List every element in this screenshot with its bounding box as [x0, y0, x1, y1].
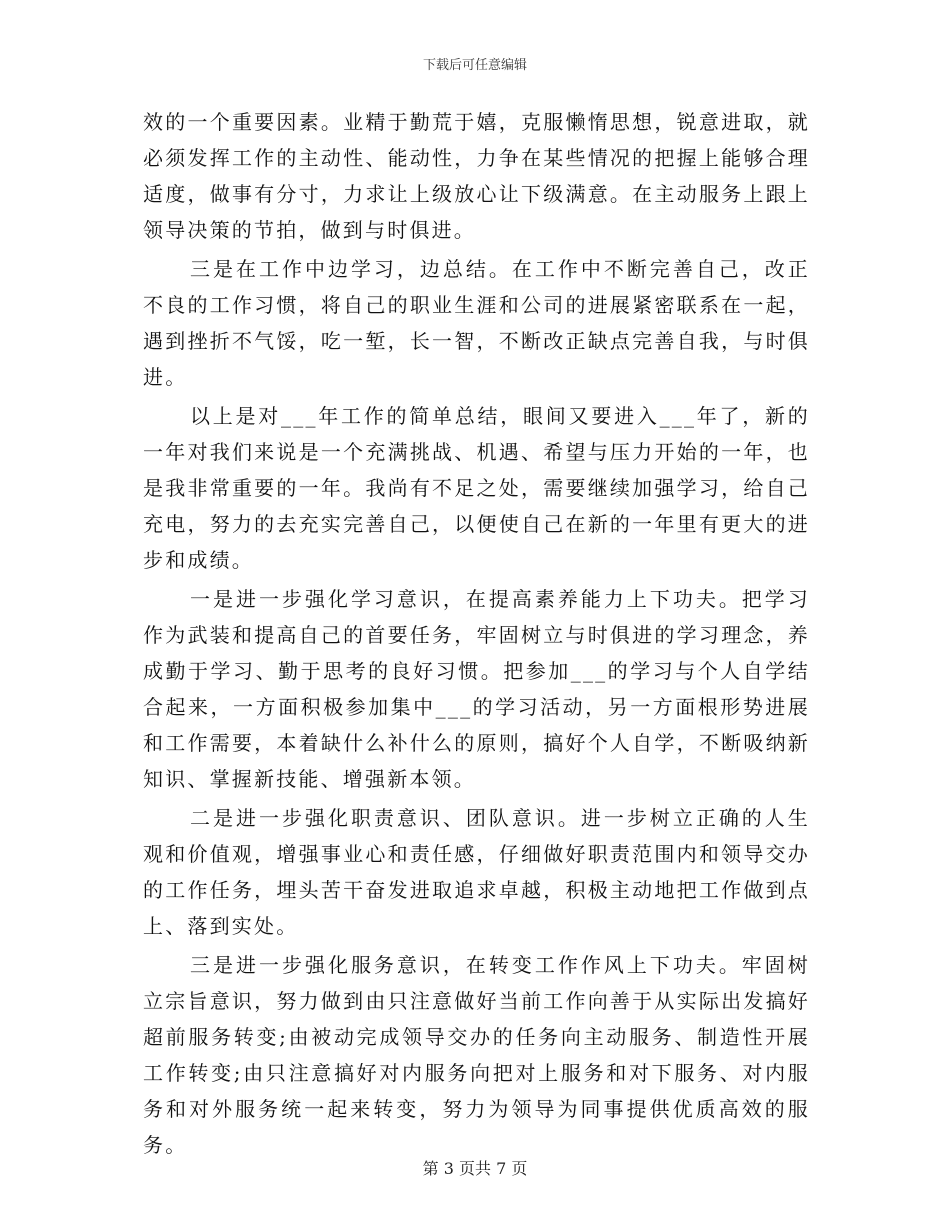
paragraph-year-summary: 以上是对___年工作的简单总结，眼间又要进入___年了，新的一年对我们来说是一个充满挑战、机遇、希望与压力开始的一年，也是我非常重要的一年。我尚有不足之处，需要继续加强学习，给自己充电，努力的去充实完善自己，以便使自己在新的一年里有更大的进步和成绩。 — [143, 404, 810, 572]
page-header: 下载后可任意编辑 — [422, 58, 527, 73]
paragraph-responsibility-awareness: 二是进一步强化职责意识、团队意识。进一步树立正确的人生观和价值观，增强事业心和责任感，仔细做好职责范围内和领导交办的工作任务，埋头苦干奋发进取追求卓越，积极主动地把工作做到点上、落到实处。 — [143, 806, 810, 938]
paragraph-work-study: 三是在工作中边学习，边总结。在工作中不断完善自己，改正不良的工作习惯，将自己的职业生涯和公司的进展紧密联系在一起，遇到挫折不气馁，吃一堑，长一智，不断改正缺点完善自我，与时俱进。 — [143, 257, 810, 389]
paragraph-learning-awareness: 一是进一步强化学习意识，在提高素养能力上下功夫。把学习作为武装和提高自己的首要任务，牢固树立与时俱进的学习理念，养成勤于学习、勤于思考的良好习惯。把参加___的学习与个人自学结合起来，一方面积极参加集中___的学习活动，另一方面根形势进展和工作需要，本着缺什么补什么的原则，搞好个人自学，不断吸纳新知识、掌握新技能、增强新本领。 — [143, 587, 810, 791]
paragraph-service-awareness: 三是进一步强化服务意识，在转变工作作风上下功夫。牢固树立宗旨意识，努力做到由只注意做好当前工作向善于从实际出发搞好超前服务转变;由被动完成领导交办的任务向主动服务、制造性开展工作转变;由只注意搞好对内服务向把对上服务和对下服务、对内服务和对外服务统一起来转变，努力为领导为同事提供优质高效的服务。 — [143, 953, 810, 1157]
paragraph-continuation: 效的一个重要因素。业精于勤荒于嬉，克服懒惰思想，锐意进取，就必须发挥工作的主动性、能动性，力争在某些情况的把握上能够合理适度，做事有分寸，力求让上级放心让下级满意。在主动服务上跟上领导决策的节拍，做到与时俱进。 — [143, 110, 810, 242]
page-number: 第 3 页共 7 页 — [422, 1159, 528, 1178]
document-body — [143, 104, 810, 1163]
